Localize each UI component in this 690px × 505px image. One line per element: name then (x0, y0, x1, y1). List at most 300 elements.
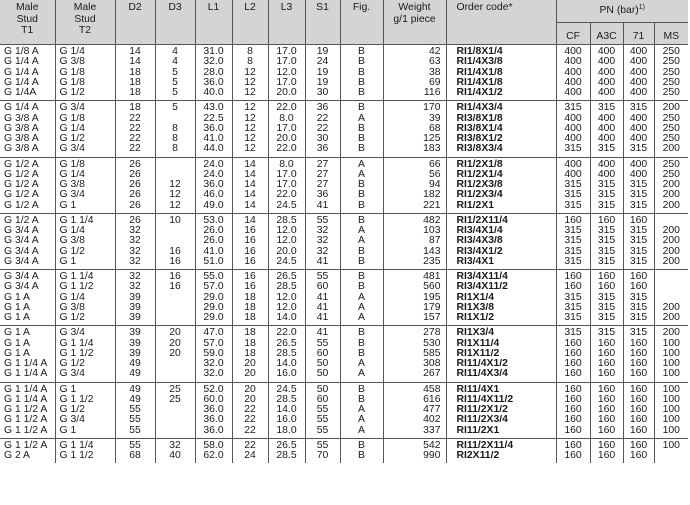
cell-d2: 49 (115, 395, 155, 405)
cell-d2: 32 (115, 257, 155, 270)
cell-pn-a3c: 315 (590, 326, 623, 339)
cell-d3 (155, 415, 195, 425)
cell-l3: 8.0 (268, 157, 305, 170)
header-fig: Fig. (340, 0, 383, 45)
cell-pn-ms: 200 (662, 313, 680, 323)
cell-l2: 18 (232, 303, 268, 313)
cell-male-stud-t2: G 1/2 (55, 247, 115, 257)
cell-pn-cf: 160 (556, 270, 590, 283)
cell-male-stud-t2: G 3/4 (55, 326, 115, 339)
header-t1-line3: T1 (21, 25, 34, 37)
cell-s1: 19 (305, 78, 340, 88)
cell-d3: 5 (155, 101, 195, 114)
cell-fig: A (340, 157, 383, 170)
cell-d2: 32 (115, 270, 155, 283)
cell-male-stud-t1: G 3/8 A (0, 124, 55, 134)
cell-weight: 267 (383, 369, 446, 382)
cell-pn-ms: 250 (662, 57, 680, 68)
cell-l1: 36.0 (195, 405, 232, 415)
cell-fig: B (340, 326, 383, 339)
cell-pn-a3c: 160 (590, 339, 623, 349)
cell-order-code: RI11/4X1 (446, 382, 556, 395)
cell-d2: 18 (115, 78, 155, 88)
cell-l2: 20 (232, 382, 268, 395)
cell-pn-a3c: 315 (590, 313, 623, 326)
cell-s1: 41 (305, 326, 340, 339)
header-order-code: Order code* (446, 0, 556, 45)
cell-male-stud-t1: G 1/2 A (0, 170, 55, 180)
table-row (0, 339, 688, 349)
cell-male-stud-t1: G 3/4 A (0, 236, 55, 246)
table-row (0, 57, 688, 67)
cell-s1: 32 (305, 236, 340, 246)
cell-weight: 195 (383, 293, 446, 303)
cell-weight: 616 (383, 395, 446, 405)
cell-pn-ms: 200 (662, 256, 680, 267)
cell-pn-71: 315 (623, 226, 654, 236)
table-row (0, 349, 688, 359)
cell-pn-71: 315 (623, 313, 654, 326)
cell-d2: 39 (115, 303, 155, 313)
table-row (0, 415, 688, 425)
header-male-stud-t1 (0, 0, 55, 45)
header-l2: L2 (232, 0, 268, 45)
cell-male-stud-t1: G 3/4 A (0, 247, 55, 257)
cell-pn-71: 315 (623, 190, 654, 200)
cell-pn-71: 160 (623, 405, 654, 415)
cell-male-stud-t1: G 3/8 A (0, 114, 55, 124)
cell-d3 (155, 313, 195, 326)
cell-l2: 14 (232, 213, 268, 226)
cell-l3: 16.0 (268, 415, 305, 425)
cell-fig: B (340, 180, 383, 190)
cell-male-stud-t2: G 1/4 (55, 293, 115, 303)
cell-male-stud-t1: G 1/2 A (0, 213, 55, 226)
cell-pn-cf: 315 (556, 226, 590, 236)
cell-male-stud-t2: G 1 1/2 (55, 282, 115, 292)
table-row (0, 303, 688, 313)
table-row (0, 438, 688, 451)
cell-pn-cf: 315 (556, 247, 590, 257)
cell-pn-71: 315 (623, 201, 654, 214)
cell-s1: 60 (305, 282, 340, 292)
cell-pn-ms: 250 (662, 134, 680, 144)
cell-pn-ms: 200 (662, 327, 680, 339)
cell-weight: 68 (383, 124, 446, 134)
cell-male-stud-t2: G 1/2 (55, 313, 115, 326)
cell-l1: 36.0 (195, 124, 232, 134)
cell-male-stud-t1: G 1/4 A (0, 68, 55, 78)
cell-pn-cf: 315 (556, 257, 590, 270)
cell-weight: 560 (383, 282, 446, 292)
cell-order-code: RI3/8X1/4 (446, 124, 556, 134)
cell-l3: 28.5 (268, 349, 305, 359)
cell-pn-cf: 160 (556, 415, 590, 425)
cell-order-code: RI3/4X1/2 (446, 247, 556, 257)
cell-male-stud-t2: G 1 1/4 (55, 213, 115, 226)
cell-l3: 17.0 (268, 45, 305, 58)
cell-s1: 60 (305, 349, 340, 359)
cell-l1: 41.0 (195, 247, 232, 257)
row-group (0, 45, 688, 101)
cell-order-code: RI1/4X1/8 (446, 68, 556, 78)
cell-pn-ms: 200 (662, 200, 680, 211)
cell-s1: 60 (305, 395, 340, 405)
cell-d2: 39 (115, 313, 155, 326)
table-row (0, 369, 688, 382)
cell-male-stud-t2: G 3/4 (55, 144, 115, 157)
cell-order-code: RI1X3/8 (446, 303, 556, 313)
cell-d3: 25 (155, 382, 195, 395)
cell-d3: 10 (155, 213, 195, 226)
cell-order-code: RI1X1/2 (446, 313, 556, 326)
cell-pn-a3c: 160 (590, 415, 623, 425)
cell-l2: 8 (232, 45, 268, 58)
cell-order-code: RI2X11/2 (446, 451, 556, 463)
cell-d2: 26 (115, 170, 155, 180)
cell-l1: 36.0 (195, 78, 232, 88)
cell-weight: 66 (383, 157, 446, 170)
cell-pn-a3c: 315 (590, 303, 623, 313)
cell-d3: 8 (155, 124, 195, 134)
cell-male-stud-t1: G 1 1/4 A (0, 382, 55, 395)
cell-male-stud-t2: G 3/4 (55, 190, 115, 200)
cell-l2: 12 (232, 78, 268, 88)
cell-weight: 585 (383, 349, 446, 359)
cell-l3: 20.0 (268, 134, 305, 144)
cell-order-code: RI3/4X11/4 (446, 270, 556, 283)
cell-male-stud-t1: G 3/4 A (0, 257, 55, 270)
cell-fig: B (340, 190, 383, 200)
cell-l1: 57.0 (195, 339, 232, 349)
table-row (0, 382, 688, 395)
cell-pn-a3c: 400 (590, 114, 623, 124)
cell-s1: 32 (305, 226, 340, 236)
cell-pn-71: 400 (623, 157, 654, 170)
cell-pn-cf: 315 (556, 293, 590, 303)
cell-s1: 22 (305, 114, 340, 124)
cell-l2: 12 (232, 124, 268, 134)
cell-pn-a3c: 400 (590, 88, 623, 101)
header-t1-line1: Male (15, 2, 39, 13)
cell-fig: A (340, 313, 383, 326)
header-71: 71 (623, 23, 654, 45)
cell-pn-cf: 160 (556, 282, 590, 292)
cell-weight: 38 (383, 68, 446, 78)
cell-weight: 337 (383, 426, 446, 439)
cell-male-stud-t1: G 1 1/4 A (0, 359, 55, 369)
cell-pn-cf: 400 (556, 45, 590, 58)
cell-d3 (155, 226, 195, 236)
cell-order-code: RI3/4X1/4 (446, 226, 556, 236)
cell-pn-71: 400 (623, 68, 654, 78)
cell-pn-ms: 100 (662, 405, 680, 415)
table-row (0, 124, 688, 134)
table-row (0, 101, 688, 114)
cell-l3: 18.0 (268, 426, 305, 439)
cell-pn-cf: 160 (556, 395, 590, 405)
cell-pn-a3c: 400 (590, 68, 623, 78)
cell-male-stud-t2: G 1 1/2 (55, 349, 115, 359)
cell-d2: 32 (115, 236, 155, 246)
cell-weight: 42 (383, 45, 446, 58)
cell-pn-ms: 250 (662, 46, 680, 57)
cell-d3: 8 (155, 134, 195, 144)
cell-weight: 87 (383, 236, 446, 246)
cell-l3: 26.5 (268, 339, 305, 349)
cell-l3: 14.0 (268, 313, 305, 326)
cell-pn-71: 315 (623, 236, 654, 246)
cell-weight: 182 (383, 190, 446, 200)
cell-d3: 25 (155, 395, 195, 405)
cell-s1: 50 (305, 369, 340, 382)
cell-pn-a3c: 315 (590, 226, 623, 236)
cell-s1: 36 (305, 144, 340, 157)
cell-s1: 22 (305, 124, 340, 134)
cell-d2: 18 (115, 68, 155, 78)
cell-fig: B (340, 88, 383, 101)
cell-l2: 22 (232, 426, 268, 439)
cell-d3: 32 (155, 438, 195, 451)
cell-male-stud-t2: G 3/4 (55, 369, 115, 382)
cell-pn-a3c: 160 (590, 405, 623, 415)
cell-male-stud-t2: G 1 (55, 426, 115, 439)
cell-l2: 18 (232, 293, 268, 303)
cell-pn-ms: 200 (662, 226, 680, 236)
cell-male-stud-t2: G 1/8 (55, 78, 115, 88)
cell-weight: 94 (383, 180, 446, 190)
cell-weight: 69 (383, 78, 446, 88)
cell-pn-ms: 200 (662, 102, 680, 114)
cell-male-stud-t1: G 1/4A (0, 88, 55, 101)
cell-pn-cf: 315 (556, 180, 590, 190)
cell-fig: B (340, 78, 383, 88)
cell-d3: 4 (155, 45, 195, 58)
table-row (0, 170, 688, 180)
cell-l1: 49.0 (195, 201, 232, 214)
cell-weight: 481 (383, 270, 446, 283)
cell-l2: 16 (232, 257, 268, 270)
cell-weight: 235 (383, 257, 446, 270)
cell-s1: 55 (305, 415, 340, 425)
cell-pn-ms: 200 (662, 302, 680, 313)
cell-d2: 32 (115, 226, 155, 236)
cell-d3 (155, 170, 195, 180)
cell-male-stud-t1: G 1/4 A (0, 78, 55, 88)
cell-pn-cf: 400 (556, 157, 590, 170)
cell-pn-71: 160 (623, 359, 654, 369)
cell-pn-71: 160 (623, 270, 654, 283)
table-row (0, 282, 688, 292)
cell-male-stud-t2: G 1 (55, 257, 115, 270)
cell-d2: 68 (115, 451, 155, 463)
cell-order-code: RI11/2X1/2 (446, 405, 556, 415)
cell-l2: 18 (232, 349, 268, 359)
cell-pn-71: 315 (623, 144, 654, 157)
cell-l2: 14 (232, 170, 268, 180)
cell-d2: 32 (115, 282, 155, 292)
cell-male-stud-t1: G 1/2 A (0, 201, 55, 214)
cell-d3: 5 (155, 88, 195, 101)
cell-order-code: RI1X1/4 (446, 293, 556, 303)
cell-d2: 26 (115, 213, 155, 226)
cell-weight: 170 (383, 101, 446, 114)
cell-fig: B (340, 451, 383, 463)
cell-fig: B (340, 395, 383, 405)
cell-pn-cf: 315 (556, 201, 590, 214)
cell-weight: 477 (383, 405, 446, 415)
cell-d2: 32 (115, 247, 155, 257)
cell-fig: A (340, 226, 383, 236)
row-group (0, 213, 688, 269)
cell-pn-a3c: 160 (590, 382, 623, 395)
cell-pn-71: 315 (623, 247, 654, 257)
cell-pn-ms (654, 282, 688, 292)
table-row (0, 190, 688, 200)
cell-male-stud-t2: G 3/8 (55, 303, 115, 313)
cell-pn-cf: 160 (556, 359, 590, 369)
cell-male-stud-t2: G 3/8 (55, 180, 115, 190)
cell-pn-71: 400 (623, 170, 654, 180)
cell-l3: 22.0 (268, 326, 305, 339)
cell-s1: 41 (305, 257, 340, 270)
table-row (0, 293, 688, 303)
cell-l3: 24.5 (268, 257, 305, 270)
table-row (0, 270, 688, 283)
cell-weight: 63 (383, 57, 446, 67)
cell-l1: 55.0 (195, 270, 232, 283)
cell-fig: B (340, 282, 383, 292)
cell-pn-71: 400 (623, 78, 654, 88)
cell-male-stud-t1: G 1 A (0, 313, 55, 326)
cell-male-stud-t2: G 3/4 (55, 101, 115, 114)
header-a3c: A3C (590, 23, 623, 45)
cell-pn-cf: 315 (556, 190, 590, 200)
cell-d2: 39 (115, 339, 155, 349)
cell-male-stud-t2: G 1/2 (55, 405, 115, 415)
table-row (0, 247, 688, 257)
cell-l3: 17.0 (268, 124, 305, 134)
header-ms: MS (654, 23, 688, 45)
cell-weight: 157 (383, 313, 446, 326)
cell-d3 (155, 293, 195, 303)
cell-s1: 24 (305, 57, 340, 67)
cell-l1: 41.0 (195, 134, 232, 144)
cell-pn-ms: 250 (662, 123, 680, 134)
cell-male-stud-t2: G 1 (55, 382, 115, 395)
cell-male-stud-t2: G 1/8 (55, 114, 115, 124)
cell-s1: 50 (305, 359, 340, 369)
cell-l1: 51.0 (195, 257, 232, 270)
cell-s1: 41 (305, 313, 340, 326)
cell-l3: 17.0 (268, 170, 305, 180)
cell-pn-cf: 160 (556, 349, 590, 359)
cell-order-code: RI1/2X11/4 (446, 213, 556, 226)
table-row (0, 78, 688, 88)
cell-pn-a3c: 315 (590, 190, 623, 200)
cell-d2: 22 (115, 114, 155, 124)
cell-weight: 125 (383, 134, 446, 144)
cell-pn-ms: 100 (662, 394, 680, 405)
cell-pn-cf: 315 (556, 101, 590, 114)
cell-male-stud-t2: G 1/2 (55, 88, 115, 101)
cell-pn-71: 315 (623, 303, 654, 313)
cell-pn-a3c: 160 (590, 270, 623, 283)
cell-male-stud-t1: G 1/4 A (0, 101, 55, 114)
cell-pn-71: 400 (623, 114, 654, 124)
cell-male-stud-t1: G 1 1/2 A (0, 426, 55, 439)
cell-l1: 44.0 (195, 144, 232, 157)
cell-l3: 22.0 (268, 144, 305, 157)
cell-d3 (155, 157, 195, 170)
cell-pn-cf: 160 (556, 451, 590, 463)
table-row (0, 213, 688, 226)
cell-pn-ms (654, 270, 688, 283)
cell-pn-cf: 160 (556, 426, 590, 439)
cell-order-code: RI11/4X11/2 (446, 395, 556, 405)
cell-pn-a3c: 400 (590, 170, 623, 180)
cell-l1: 24.0 (195, 170, 232, 180)
cell-s1: 30 (305, 88, 340, 101)
cell-order-code: RI3/8X1/2 (446, 134, 556, 144)
cell-male-stud-t1: G 3/4 A (0, 270, 55, 283)
table-row (0, 405, 688, 415)
cell-male-stud-t2: G 1/4 (55, 226, 115, 236)
cell-d3 (155, 359, 195, 369)
table-row (0, 68, 688, 78)
cell-pn-ms: 100 (662, 439, 680, 451)
cell-pn-cf: 400 (556, 68, 590, 78)
cell-l3: 17.0 (268, 78, 305, 88)
cell-pn-a3c: 160 (590, 213, 623, 226)
cell-l1: 43.0 (195, 101, 232, 114)
cell-d2: 49 (115, 382, 155, 395)
cell-order-code: RI3/8X1/8 (446, 114, 556, 124)
cell-l3: 17.0 (268, 57, 305, 67)
cell-fig: A (340, 359, 383, 369)
cell-pn-ms: 200 (662, 236, 680, 247)
row-group (0, 157, 688, 213)
cell-fig: A (340, 415, 383, 425)
cell-pn-cf: 400 (556, 78, 590, 88)
cell-order-code: RI1/2X1/4 (446, 170, 556, 180)
cell-male-stud-t1: G 1/2 A (0, 180, 55, 190)
cell-fig: B (340, 134, 383, 144)
cell-weight: 221 (383, 201, 446, 214)
cell-d3 (155, 236, 195, 246)
cell-l3: 24.5 (268, 201, 305, 214)
cell-pn-a3c: 160 (590, 395, 623, 405)
cell-pn-cf: 400 (556, 124, 590, 134)
cell-pn-cf: 315 (556, 236, 590, 246)
table-row (0, 451, 688, 463)
cell-pn-71: 160 (623, 451, 654, 463)
table-row (0, 134, 688, 144)
cell-l1: 58.0 (195, 438, 232, 451)
cell-d2: 14 (115, 57, 155, 67)
cell-pn-cf: 400 (556, 170, 590, 180)
cell-pn-ms: 100 (662, 369, 680, 380)
cell-l1: 62.0 (195, 451, 232, 463)
cell-pn-cf: 315 (556, 326, 590, 339)
cell-pn-a3c: 315 (590, 101, 623, 114)
cell-pn-ms: 250 (662, 113, 680, 124)
cell-male-stud-t2: G 1 1/2 (55, 451, 115, 463)
cell-l1: 46.0 (195, 190, 232, 200)
cell-pn-ms: 250 (662, 67, 680, 78)
cell-l2: 20 (232, 359, 268, 369)
cell-pn-71: 160 (623, 369, 654, 382)
